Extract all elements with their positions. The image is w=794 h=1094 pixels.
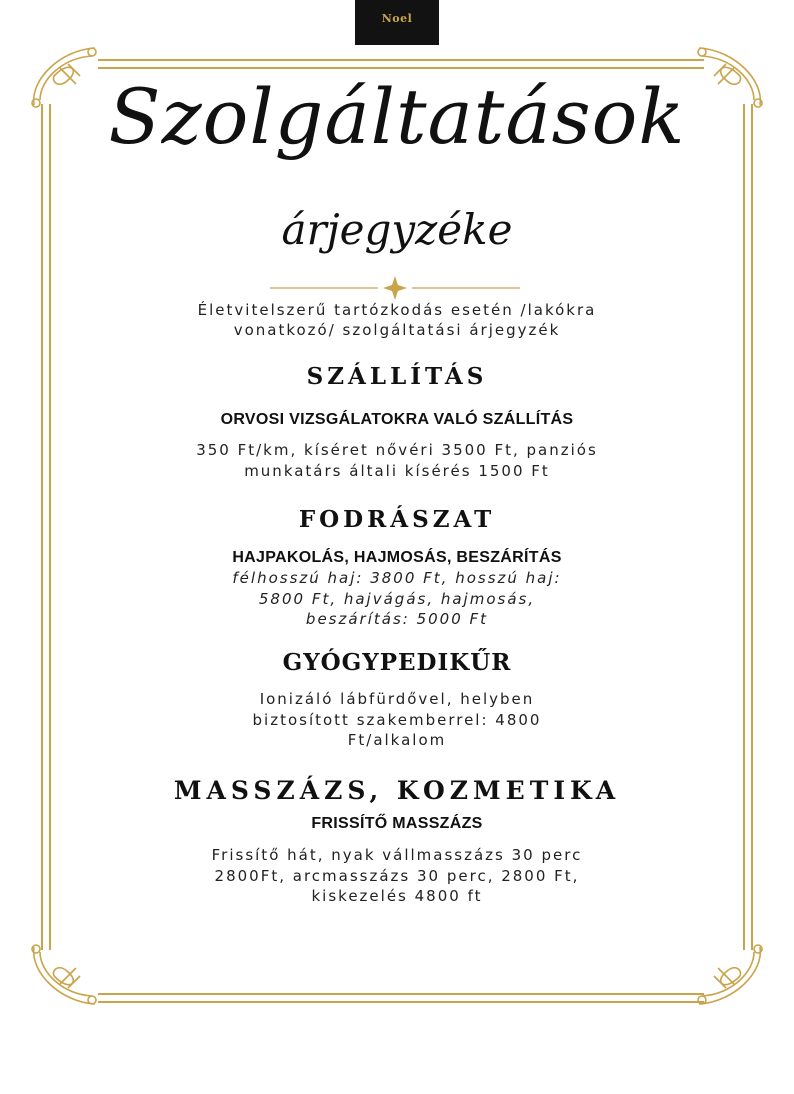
intro-line: vonatkozó/ szolgáltatási árjegyzék <box>233 321 561 339</box>
body-line: kiskezelés 4800 ft <box>311 887 483 905</box>
section-heading-massage: MASSZÁZS, KOZMETIKA <box>173 776 621 805</box>
section-subheading-hairdresser: HAJPAKOLÁS, HAJMOSÁS, BESZÁRÍTÁS <box>232 549 562 566</box>
intro-line: Életvitelszerű tartózkodás esetén /lakókra <box>197 301 597 319</box>
section-body-massage <box>0 845 794 907</box>
body-line: munkatárs általi kísérés 1500 Ft <box>244 461 550 480</box>
body-line: 5800 Ft, hajvágás, hajmosás, <box>258 589 536 608</box>
corner-ornament-bottom-left <box>32 945 96 1004</box>
section-body-transport <box>0 440 794 481</box>
logo-tagline: Szálloda Panzió <box>371 26 423 31</box>
page-subtitle: árjegyzéke <box>281 205 513 254</box>
body-line: beszárítás: 5000 Ft <box>305 610 489 628</box>
logo <box>355 0 439 45</box>
page-title: Szolgáltatások <box>108 72 686 161</box>
star-divider <box>270 274 520 302</box>
body-line: biztosított szakemberrel: 4800 <box>252 710 542 729</box>
section-body-pedicure <box>0 689 794 751</box>
body-line: félhosszú haj: 3800 Ft, hosszú haj: <box>232 569 562 587</box>
intro-text <box>0 300 794 340</box>
corner-ornament-bottom-right <box>698 945 762 1004</box>
body-line: Ft/alkalom <box>347 731 447 749</box>
section-body-hairdresser <box>0 568 794 630</box>
body-line: 350 Ft/km, kíséret nővéri 3500 Ft, panziós <box>196 441 598 459</box>
sparkle-icon <box>383 276 407 300</box>
section-heading-transport: SZÁLLÍTÁS <box>306 363 488 390</box>
section-heading-pedicure: GYÓGYPEDIKŰR <box>282 649 512 676</box>
body-line: Ionizáló lábfürdővel, helyben <box>259 690 535 708</box>
body-line: 2800Ft, arcmasszázs 30 perc, 2800 Ft, <box>214 866 580 885</box>
body-line: Frissítő hát, nyak vállmasszázs 30 perc <box>211 846 583 864</box>
section-subheading-transport: ORVOSI VIZSGÁLATOKRA VALÓ SZÁLLÍTÁS <box>220 411 574 428</box>
section-heading-hairdresser: FODRÁSZAT <box>298 506 496 533</box>
section-subheading-massage: FRISSÍTŐ MASSZÁZS <box>311 815 483 832</box>
logo-name: Noel <box>381 12 413 25</box>
